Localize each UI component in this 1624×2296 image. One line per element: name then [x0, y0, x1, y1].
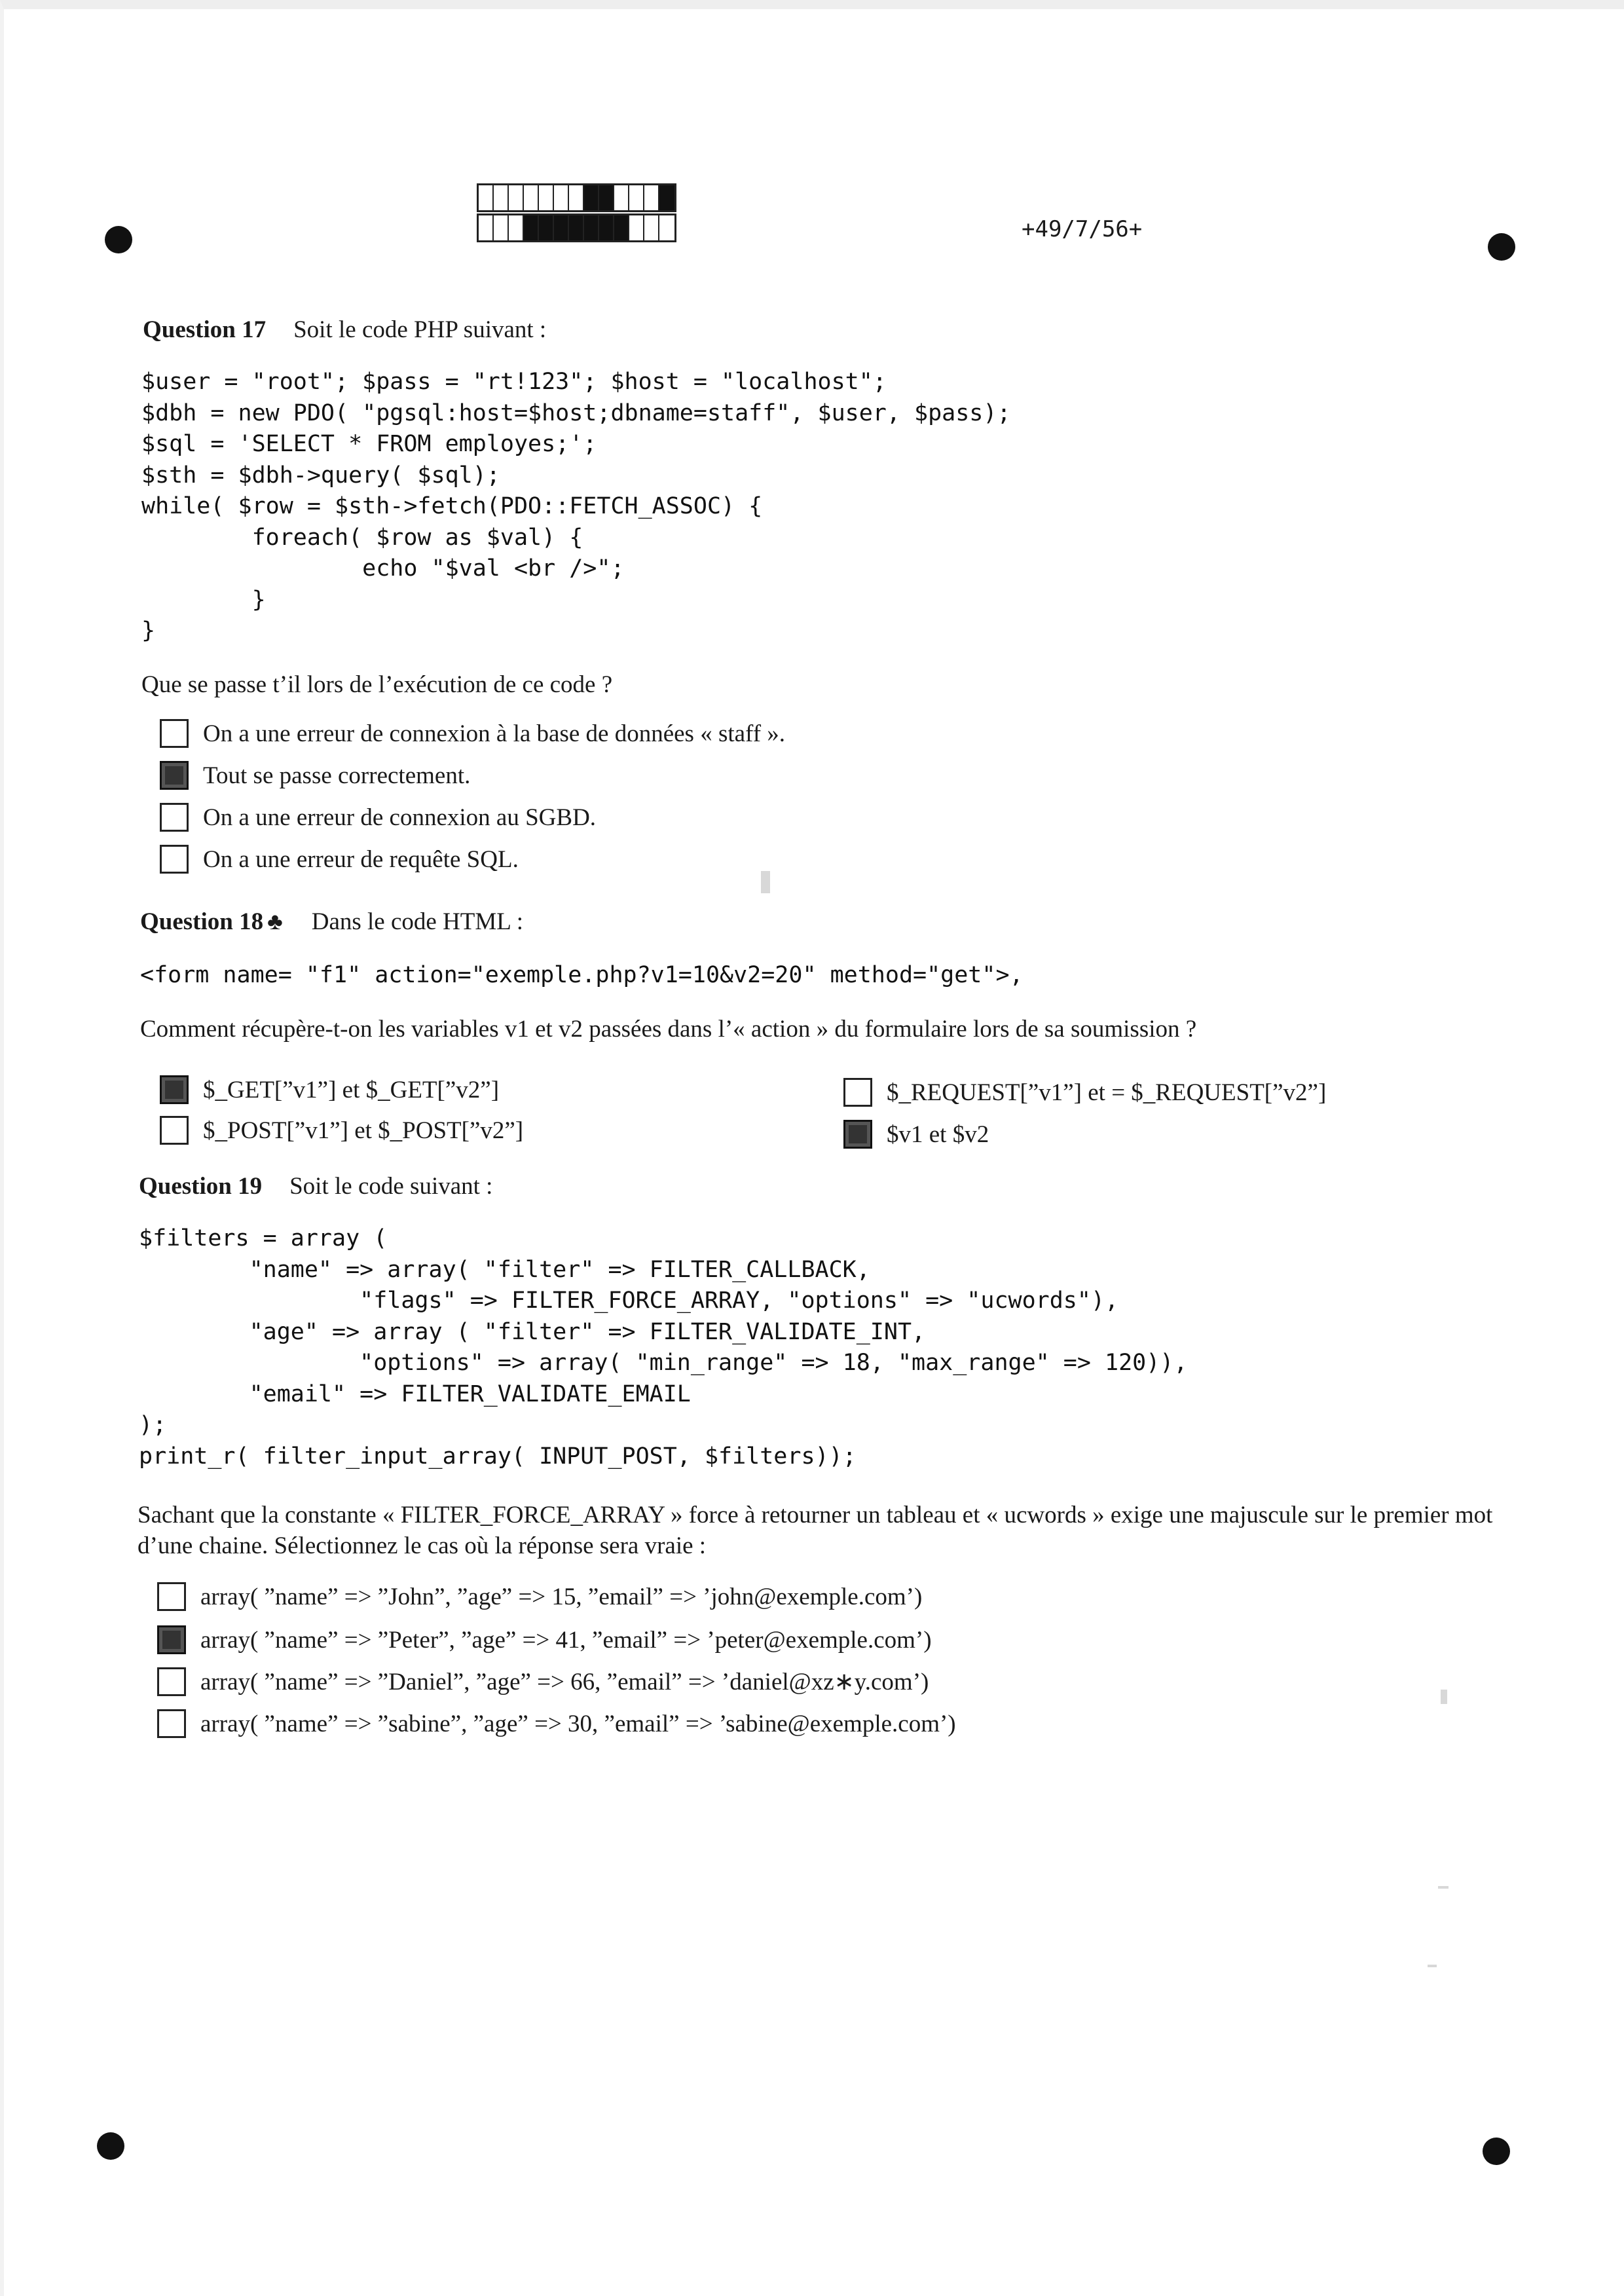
q19-code-block: $filters = array ( "name" => array( "filter" => FILTER_CALLBACK, "flags" => FILTER_FORCE_ARRAY, "options" => "ucwords"), "age" => array ( "filter" => FILTER_VALIDATE_INT, "options" => array( "min_range" => 18, "max_range" => 120)), "email" => FILTER_VALIDATE_EMAIL ); print_r( filter_input_array( INPUT_POST, $filters)); [139, 1225, 1188, 1470]
option-label: Tout se passe correctement. [203, 762, 471, 789]
q19-question-text: Sachant que la constante « FILTER_FORCE_ARRAY » force à retourner un tableau et « ucwords » exige une majuscule sur le premier mot d’une chaine. Sélectionnez le cas où la réponse sera vraie : [138, 1502, 1493, 1559]
checkbox[interactable] [160, 1116, 189, 1145]
option-label: On a une erreur de requête SQL. [203, 845, 519, 873]
option-label: $v1 et $v2 [887, 1120, 989, 1148]
barcode-row-2 [477, 213, 676, 242]
barcode-cell [524, 215, 539, 240]
barcode-cell [539, 185, 554, 210]
barcode-cell [614, 185, 629, 210]
question-label: Question 18 [140, 908, 264, 935]
q18-code-block: <form name= "f1" action="exemple.php?v1=10&v2=20" method="get">, [140, 962, 1024, 988]
option-label: $_GET[”v1”] et $_GET[”v2”] [203, 1076, 500, 1103]
barcode-cell [479, 215, 494, 240]
q17-option-2[interactable] [160, 761, 470, 790]
option-label: array( ”name” => ”John”, ”age” => 15, ”email” => ’john@exemple.com’) [200, 1583, 923, 1610]
barcode-cell [659, 215, 674, 240]
barcode-cell [509, 215, 524, 240]
question-label: Question 17 [143, 316, 267, 343]
barcode-cell [599, 185, 614, 210]
option-label: array( ”name” => ”Peter”, ”age” => 41, ”email” => ’peter@exemple.com’) [200, 1626, 932, 1654]
barcode-cell [599, 215, 614, 240]
question-prompt: Soit le code suivant : [289, 1173, 493, 1200]
checkbox[interactable] [160, 1075, 189, 1104]
barcode-cell [494, 185, 509, 210]
barcode-cell [539, 215, 554, 240]
q19-option-1[interactable] [157, 1582, 922, 1611]
barcode-cell [644, 185, 659, 210]
scan-speck [1438, 1886, 1449, 1889]
barcode-cell [569, 215, 584, 240]
question-label: Question 19 [139, 1173, 263, 1200]
checkbox[interactable] [157, 1709, 186, 1738]
q17-code-block: $user = "root"; $pass = "rt!123"; $host = "localhost"; $dbh = new PDO( "pgsql:host=$host;dbname=staff", $user, $pass); $sql = 'SELECT * FROM employes;'; $sth = $dbh->query( $sql); while( $row = $sth->fetch(PDO::FETCH_ASSOC) { foreach( $row as $val) { echo "$val <br />"; } } [141, 369, 1011, 644]
barcode-row-1 [477, 183, 676, 212]
checkbox[interactable] [160, 803, 189, 832]
option-label: On a une erreur de connexion au SGBD. [203, 804, 597, 831]
checkbox[interactable] [160, 845, 189, 874]
q18-option-3[interactable] [160, 1116, 523, 1145]
barcode-cell [509, 185, 524, 210]
barcode-cell [554, 185, 569, 210]
checkbox[interactable] [843, 1120, 872, 1149]
q18-option-4[interactable] [843, 1120, 989, 1149]
barcode-cell [629, 215, 644, 240]
q17-option-3[interactable] [160, 803, 596, 832]
q18-option-2[interactable] [843, 1078, 1326, 1107]
registration-mark-bottom-left [97, 2132, 124, 2160]
q19-option-4[interactable] [157, 1709, 956, 1738]
option-label: array( ”name” => ”sabine”, ”age” => 30, ”email” => ’sabine@exemple.com’) [200, 1710, 956, 1737]
barcode-cell [659, 185, 674, 210]
page-code: +49/7/56+ [1022, 216, 1143, 242]
q18-option-1[interactable] [160, 1075, 499, 1104]
checkbox[interactable] [157, 1625, 186, 1654]
registration-mark-bottom-right [1483, 2138, 1510, 2165]
barcode-cell [644, 215, 659, 240]
barcode-cell [614, 215, 629, 240]
registration-mark-top-right [1488, 233, 1515, 261]
barcode-cell [554, 215, 569, 240]
barcode-cell [584, 185, 599, 210]
barcode-cell [629, 185, 644, 210]
question-prompt: Soit le code PHP suivant : [293, 316, 547, 343]
club-icon: ♣ [267, 908, 283, 935]
barcode-cell [479, 185, 494, 210]
q17-question-text: Que se passe t’il lors de l’exécution de ce code ? [141, 671, 613, 698]
scan-speck [1428, 1965, 1437, 1967]
question-19-title [139, 1172, 492, 1200]
question-18-title [140, 908, 523, 936]
checkbox[interactable] [157, 1667, 186, 1696]
option-label: array( ”name” => ”Daniel”, ”age” => 66, ”email” => ’daniel@xz∗y.com’) [200, 1669, 929, 1695]
checkbox[interactable] [157, 1582, 186, 1611]
q19-option-2[interactable] [157, 1625, 932, 1654]
q19-option-3[interactable] [157, 1667, 929, 1696]
q18-question-text: Comment récupère-t-on les variables v1 et v2 passées dans l’« action » du formulaire lors de sa soumission ? [140, 1016, 1197, 1043]
registration-mark-top-left [105, 226, 132, 253]
option-label: $_REQUEST[”v1”] et = $_REQUEST[”v2”] [887, 1079, 1327, 1106]
barcode-cell [494, 215, 509, 240]
question-17-title [143, 316, 546, 344]
option-label: $_POST[”v1”] et $_POST[”v2”] [203, 1117, 524, 1144]
barcode-cell [584, 215, 599, 240]
checkbox[interactable] [160, 719, 189, 748]
scan-speck [1441, 1690, 1447, 1704]
question-prompt: Dans le code HTML : [311, 908, 524, 935]
barcode-cell [569, 185, 584, 210]
scan-speck [761, 871, 770, 893]
checkbox[interactable] [843, 1078, 872, 1107]
q17-option-1[interactable] [160, 719, 785, 748]
option-label: On a une erreur de connexion à la base de données « staff ». [203, 720, 786, 747]
q17-option-4[interactable] [160, 845, 519, 874]
barcode-cell [524, 185, 539, 210]
checkbox[interactable] [160, 761, 189, 790]
